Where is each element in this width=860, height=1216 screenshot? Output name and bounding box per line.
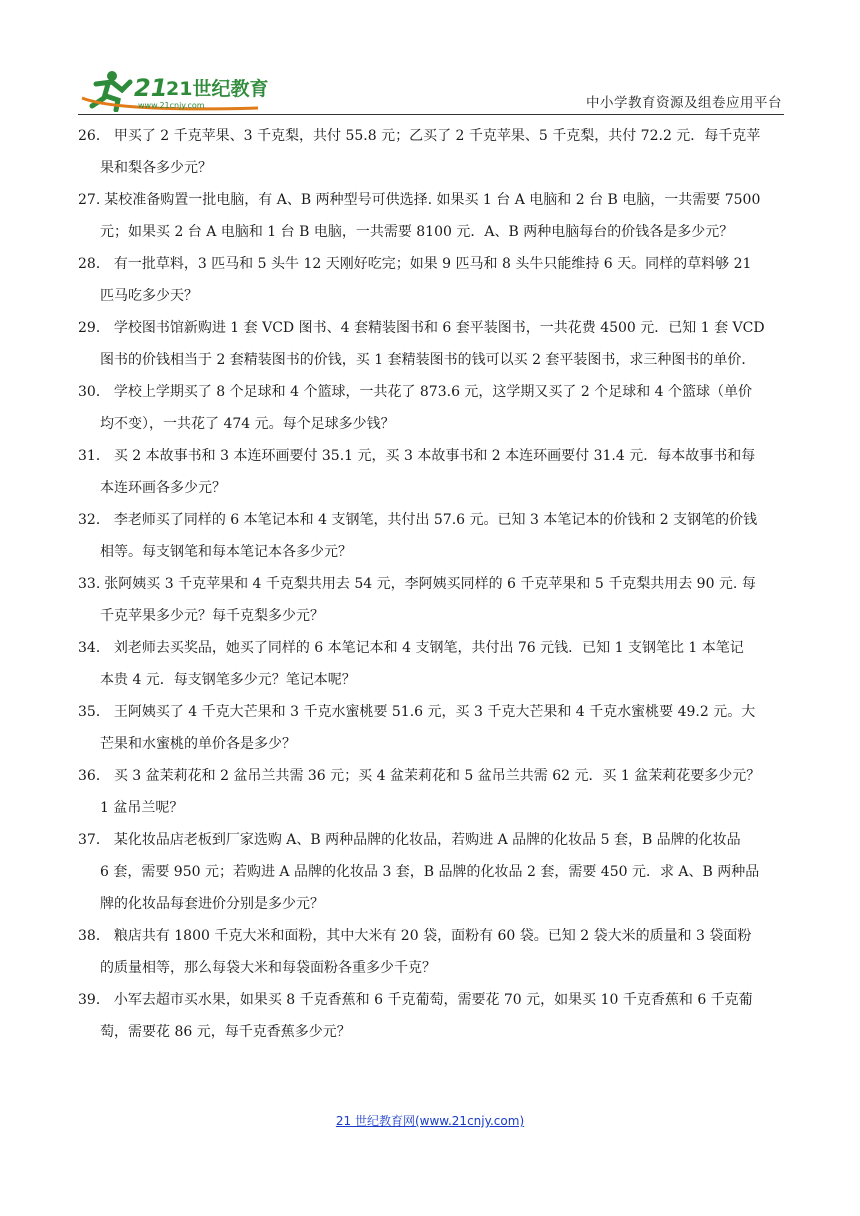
question-34: 34． 刘老师去买奖品，她买了同样的 6 本笔记本和 4 支钢笔，共付出 76 元钱．已知 1 支钢笔比 1 本笔记 本贵 4 元．每支钢笔多少元？笔记本呢？ — [78, 640, 744, 688]
question-33: 33. 张阿姨买 3 千克苹果和 4 千克梨共用去 54 元，李阿姨买同样的 6 千克苹果和 5 千克梨共用去 90 元. 每 千克苹果多少元？每千克梨多少元？ — [78, 576, 756, 624]
question-35: 35． 王阿姨买了 4 千克大芒果和 3 千克水蜜桃要 51.6 元，买 3 千克大芒果和 4 千克水蜜桃要 49.2 元。大 芒果和水蜜桃的单价各是多少？ — [78, 704, 756, 752]
svg-text:21: 21 — [134, 74, 168, 102]
question-29: 29． 学校图书馆新购进 1 套 VCD 图书、4 套精装图书和 6 套平装图书，一共花费 4500 元．已知 1 套 VCD 图书的价钱相当于 2 套精装图书的价钱，买 1 套精装图书的钱可以买 2 套平装图书，求三种图书的单价． — [78, 320, 765, 368]
page-header — [78, 66, 784, 115]
platform-title: 中小学教育资源及组卷应用平台 — [586, 95, 782, 111]
question-32: 32． 李老师买了同样的 6 本笔记本和 4 支钢笔，共付出 57.6 元。已知 3 本笔记本的价钱和 2 支钢笔的价钱 相等。每支钢笔和每本笔记本各多少元？ — [78, 512, 758, 560]
runner-logo-icon — [78, 68, 268, 112]
question-38: 38． 粮店共有 1800 千克大米和面粉，其中大米有 20 袋，面粉有 60 袋。已知 2 袋大米的质量和 3 袋面粉 的质量相等，那么每袋大米和每袋面粉各重多少千克？ — [78, 928, 752, 976]
footer-link[interactable]: 21 世纪教育网(www.21cnjy.com) — [335, 1114, 525, 1128]
question-37: 37． 某化妆品店老板到厂家选购 A、B 两种品牌的化妆品，若购进 A 品牌的化妆品 5 套，B 品牌的化妆品 6 套，需要 950 元；若购进 A 品牌的化妆品 3 套，B 品牌的化妆品 2 套，需要 450 元．求 A、B 两种品 牌的化妆品每套进价分别是多少元？ — [78, 832, 760, 912]
question-39: 39． 小军去超市买水果，如果买 8 千克香蕉和 6 千克葡萄，需要花 70 元，如果买 10 千克香蕉和 6 千克葡 萄，需要花 86 元，每千克香蕉多少元？ — [78, 992, 753, 1040]
question-26: 26． 甲买了 2 千克苹果、3 千克梨，共付 55.8 元；乙买了 2 千克苹果、5 千克梨，共付 72.2 元．每千克苹 果和梨各多少元？ — [78, 128, 761, 176]
page-footer — [0, 1112, 860, 1129]
question-36: 36． 买 3 盆茉莉花和 2 盆吊兰共需 36 元；买 4 盆茉莉花和 5 盆吊兰共需 62 元．买 1 盆茉莉花要多少元？ 1 盆吊兰呢？ — [78, 768, 761, 816]
question-27: 27. 某校准备购置一批电脑，有 A、B 两种型号可供选择. 如果买 1 台 A 电脑和 2 台 B 电脑，一共需要 7500 元；如果买 2 台 A 电脑和 1 台 B 电脑，一共需要 8100 元．A、B 两种电脑每台的价钱各是多少元？ — [78, 192, 761, 240]
logo-text: 21世纪教育 — [166, 78, 268, 100]
question-list — [78, 120, 784, 1048]
question-28: 28． 有一批草料，3 匹马和 5 头牛 12 天刚好吃完；如果 9 匹马和 8 头牛只能维持 6 天。同样的草料够 21 匹马吃多少天？ — [78, 256, 752, 304]
question-31: 31． 买 2 本故事书和 3 本连环画要付 35.1 元，买 3 本故事书和 2 本连环画要付 31.4 元．每本故事书和每 本连环画各多少元？ — [78, 448, 756, 496]
site-logo[interactable] — [78, 68, 268, 112]
question-30: 30． 学校上学期买了 8 个足球和 4 个篮球，一共花了 873.6 元，这学期又买了 2 个足球和 4 个篮球（单价 均不变），一共花了 474 元。每个足球多少钱？ — [78, 384, 753, 432]
logo-url-text: www.21cnjy.com — [138, 101, 205, 110]
